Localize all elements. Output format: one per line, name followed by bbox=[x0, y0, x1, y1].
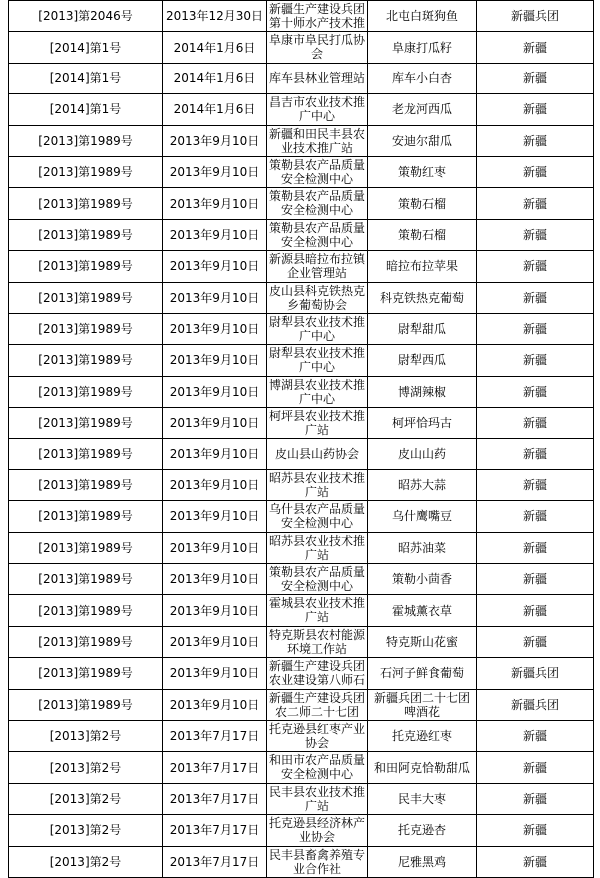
organization-cell: 新疆和田民丰县农业技术推广站 bbox=[267, 125, 368, 156]
region-cell: 新疆 bbox=[477, 32, 594, 63]
product-name-cell: 石河子鲜食葡萄 bbox=[368, 658, 477, 689]
organization-cell: 库车县林业管理站 bbox=[267, 63, 368, 93]
table-row bbox=[9, 1, 594, 32]
region-cell: 新疆 bbox=[477, 752, 594, 783]
region-cell: 新疆 bbox=[477, 251, 594, 282]
product-name-cell: 乌什鹰嘴豆 bbox=[368, 501, 477, 532]
table-row bbox=[9, 282, 594, 313]
date-cell: 2013年9月10日 bbox=[163, 689, 267, 720]
region-cell: 新疆 bbox=[477, 219, 594, 250]
region-cell: 新疆 bbox=[477, 94, 594, 125]
table-row bbox=[9, 469, 594, 500]
product-name-cell: 昭苏油菜 bbox=[368, 532, 477, 563]
document-number-cell: [2013]第2号 bbox=[9, 815, 163, 846]
date-cell: 2013年7月17日 bbox=[163, 752, 267, 783]
document-number-cell: [2013]第2号 bbox=[9, 752, 163, 783]
registration-table bbox=[8, 0, 594, 878]
table-row bbox=[9, 251, 594, 282]
region-cell: 新疆 bbox=[477, 564, 594, 595]
document-number-cell: [2013]第1989号 bbox=[9, 532, 163, 563]
organization-cell: 策勒县农产品质量安全检测中心 bbox=[267, 156, 368, 187]
date-cell: 2013年7月17日 bbox=[163, 815, 267, 846]
date-cell: 2013年7月17日 bbox=[163, 720, 267, 751]
table-row bbox=[9, 720, 594, 751]
table-row bbox=[9, 188, 594, 219]
organization-cell: 尉犁县农业技术推广中心 bbox=[267, 313, 368, 344]
table-row bbox=[9, 408, 594, 439]
table-row bbox=[9, 846, 594, 877]
table-row bbox=[9, 501, 594, 532]
organization-cell: 阜康市阜民打瓜协会 bbox=[267, 32, 368, 63]
product-name-cell: 特克斯山花蜜 bbox=[368, 626, 477, 657]
document-number-cell: [2013]第1989号 bbox=[9, 282, 163, 313]
organization-cell: 策勒县农产品质量安全检测中心 bbox=[267, 564, 368, 595]
table-row bbox=[9, 689, 594, 720]
date-cell: 2013年9月10日 bbox=[163, 345, 267, 376]
table-row bbox=[9, 439, 594, 469]
date-cell: 2013年9月10日 bbox=[163, 532, 267, 563]
document-number-cell: [2013]第2号 bbox=[9, 720, 163, 751]
product-name-cell: 尉犁西瓜 bbox=[368, 345, 477, 376]
date-cell: 2014年1月6日 bbox=[163, 32, 267, 63]
organization-cell: 昭苏县农业技术推广站 bbox=[267, 532, 368, 563]
organization-cell: 和田市农产品质量安全检测中心 bbox=[267, 752, 368, 783]
region-cell: 新疆 bbox=[477, 815, 594, 846]
document-number-cell: [2013]第1989号 bbox=[9, 376, 163, 407]
product-name-cell: 策勒石榴 bbox=[368, 219, 477, 250]
table-row bbox=[9, 125, 594, 156]
document-number-cell: [2013]第2号 bbox=[9, 846, 163, 877]
organization-cell: 皮山县山药协会 bbox=[267, 439, 368, 469]
region-cell: 新疆 bbox=[477, 783, 594, 814]
region-cell: 新疆 bbox=[477, 846, 594, 877]
organization-cell: 民丰县畜禽养殖专业合作社 bbox=[267, 846, 368, 877]
document-number-cell: [2013]第1989号 bbox=[9, 626, 163, 657]
date-cell: 2013年9月10日 bbox=[163, 188, 267, 219]
product-name-cell: 策勒小茴香 bbox=[368, 564, 477, 595]
region-cell: 新疆 bbox=[477, 188, 594, 219]
table-row bbox=[9, 815, 594, 846]
date-cell: 2013年9月10日 bbox=[163, 501, 267, 532]
table-row bbox=[9, 532, 594, 563]
region-cell: 新疆 bbox=[477, 595, 594, 626]
organization-cell: 特克斯县农村能源环境工作站 bbox=[267, 626, 368, 657]
table-row bbox=[9, 595, 594, 626]
region-cell: 新疆 bbox=[477, 626, 594, 657]
organization-cell: 博湖县农业技术推广中心 bbox=[267, 376, 368, 407]
organization-cell: 新疆生产建设兵团农二师二十七团 bbox=[267, 689, 368, 720]
date-cell: 2013年9月10日 bbox=[163, 595, 267, 626]
document-number-cell: [2013]第1989号 bbox=[9, 501, 163, 532]
region-cell: 新疆 bbox=[477, 313, 594, 344]
date-cell: 2013年9月10日 bbox=[163, 156, 267, 187]
document-number-cell: [2013]第1989号 bbox=[9, 689, 163, 720]
date-cell: 2013年9月10日 bbox=[163, 125, 267, 156]
organization-cell: 托克逊县经济林产业协会 bbox=[267, 815, 368, 846]
product-name-cell: 博湖辣椒 bbox=[368, 376, 477, 407]
document-number-cell: [2013]第1989号 bbox=[9, 156, 163, 187]
document-number-cell: [2013]第1989号 bbox=[9, 125, 163, 156]
product-name-cell: 柯坪恰玛古 bbox=[368, 408, 477, 439]
region-cell: 新疆 bbox=[477, 408, 594, 439]
document-number-cell: [2013]第1989号 bbox=[9, 345, 163, 376]
document-number-cell: [2013]第1989号 bbox=[9, 313, 163, 344]
document-number-cell: [2014]第1号 bbox=[9, 32, 163, 63]
table-row bbox=[9, 156, 594, 187]
date-cell: 2013年12月30日 bbox=[163, 1, 267, 32]
region-cell: 新疆 bbox=[477, 156, 594, 187]
table-row bbox=[9, 752, 594, 783]
table-row bbox=[9, 313, 594, 344]
product-name-cell: 北屯白斑狗鱼 bbox=[368, 1, 477, 32]
date-cell: 2013年9月10日 bbox=[163, 439, 267, 469]
document-number-cell: [2013]第2号 bbox=[9, 783, 163, 814]
organization-cell: 柯坪县农业技术推广站 bbox=[267, 408, 368, 439]
document-number-cell: [2013]第2046号 bbox=[9, 1, 163, 32]
product-name-cell: 库车小白杏 bbox=[368, 63, 477, 93]
document-number-cell: [2013]第1989号 bbox=[9, 188, 163, 219]
region-cell: 新疆 bbox=[477, 125, 594, 156]
date-cell: 2013年9月10日 bbox=[163, 564, 267, 595]
product-name-cell: 老龙河西瓜 bbox=[368, 94, 477, 125]
region-cell: 新疆 bbox=[477, 345, 594, 376]
organization-cell: 昌吉市农业技术推广中心 bbox=[267, 94, 368, 125]
product-name-cell: 策勒石榴 bbox=[368, 188, 477, 219]
table-row bbox=[9, 32, 594, 63]
organization-cell: 新疆生产建设兵团第十师水产技术推 bbox=[267, 1, 368, 32]
region-cell: 新疆 bbox=[477, 720, 594, 751]
date-cell: 2014年1月6日 bbox=[163, 94, 267, 125]
organization-cell: 乌什县农产品质量安全检测中心 bbox=[267, 501, 368, 532]
organization-cell: 策勒县农产品质量安全检测中心 bbox=[267, 188, 368, 219]
date-cell: 2013年9月10日 bbox=[163, 282, 267, 313]
product-name-cell: 新疆兵团二十七团啤酒花 bbox=[368, 689, 477, 720]
region-cell: 新疆兵团 bbox=[477, 689, 594, 720]
organization-cell: 昭苏县农业技术推广站 bbox=[267, 469, 368, 500]
document-number-cell: [2013]第1989号 bbox=[9, 219, 163, 250]
date-cell: 2013年7月17日 bbox=[163, 783, 267, 814]
date-cell: 2013年9月10日 bbox=[163, 219, 267, 250]
table-row bbox=[9, 345, 594, 376]
region-cell: 新疆 bbox=[477, 376, 594, 407]
document-number-cell: [2013]第1989号 bbox=[9, 439, 163, 469]
product-name-cell: 托克逊红枣 bbox=[368, 720, 477, 751]
region-cell: 新疆 bbox=[477, 532, 594, 563]
table-row bbox=[9, 94, 594, 125]
document-number-cell: [2013]第1989号 bbox=[9, 469, 163, 500]
date-cell: 2013年7月17日 bbox=[163, 846, 267, 877]
table-row bbox=[9, 783, 594, 814]
table-row bbox=[9, 564, 594, 595]
document-number-cell: [2013]第1989号 bbox=[9, 595, 163, 626]
table-row bbox=[9, 63, 594, 93]
region-cell: 新疆 bbox=[477, 469, 594, 500]
product-name-cell: 科克铁热克葡萄 bbox=[368, 282, 477, 313]
registration-table-wrapper bbox=[8, 0, 593, 878]
region-cell: 新疆 bbox=[477, 282, 594, 313]
organization-cell: 新疆生产建设兵团农业建设第八师石 bbox=[267, 658, 368, 689]
organization-cell: 皮山县科克铁热克乡葡萄协会 bbox=[267, 282, 368, 313]
product-name-cell: 民丰大枣 bbox=[368, 783, 477, 814]
organization-cell: 托克逊县红枣产业协会 bbox=[267, 720, 368, 751]
product-name-cell: 尉犁甜瓜 bbox=[368, 313, 477, 344]
product-name-cell: 昭苏大蒜 bbox=[368, 469, 477, 500]
region-cell: 新疆 bbox=[477, 63, 594, 93]
document-number-cell: [2014]第1号 bbox=[9, 63, 163, 93]
region-cell: 新疆 bbox=[477, 501, 594, 532]
date-cell: 2013年9月10日 bbox=[163, 313, 267, 344]
product-name-cell: 暗拉布拉苹果 bbox=[368, 251, 477, 282]
region-cell: 新疆兵团 bbox=[477, 1, 594, 32]
organization-cell: 尉犁县农业技术推广中心 bbox=[267, 345, 368, 376]
organization-cell: 民丰县农业技术推广站 bbox=[267, 783, 368, 814]
region-cell: 新疆 bbox=[477, 439, 594, 469]
document-number-cell: [2013]第1989号 bbox=[9, 564, 163, 595]
document-number-cell: [2013]第1989号 bbox=[9, 408, 163, 439]
region-cell: 新疆兵团 bbox=[477, 658, 594, 689]
table-row bbox=[9, 219, 594, 250]
product-name-cell: 托克逊杏 bbox=[368, 815, 477, 846]
organization-cell: 策勒县农产品质量安全检测中心 bbox=[267, 219, 368, 250]
date-cell: 2014年1月6日 bbox=[163, 63, 267, 93]
date-cell: 2013年9月10日 bbox=[163, 469, 267, 500]
date-cell: 2013年9月10日 bbox=[163, 251, 267, 282]
product-name-cell: 和田阿克恰勒甜瓜 bbox=[368, 752, 477, 783]
table-body bbox=[9, 1, 594, 878]
document-number-cell: [2013]第1989号 bbox=[9, 251, 163, 282]
organization-cell: 霍城县农业技术推广站 bbox=[267, 595, 368, 626]
table-row bbox=[9, 658, 594, 689]
date-cell: 2013年9月10日 bbox=[163, 408, 267, 439]
product-name-cell: 阜康打瓜籽 bbox=[368, 32, 477, 63]
date-cell: 2013年9月10日 bbox=[163, 376, 267, 407]
table-row bbox=[9, 626, 594, 657]
date-cell: 2013年9月10日 bbox=[163, 658, 267, 689]
document-number-cell: [2013]第1989号 bbox=[9, 658, 163, 689]
product-name-cell: 皮山山药 bbox=[368, 439, 477, 469]
product-name-cell: 尼雅黑鸡 bbox=[368, 846, 477, 877]
date-cell: 2013年9月10日 bbox=[163, 626, 267, 657]
product-name-cell: 策勒红枣 bbox=[368, 156, 477, 187]
organization-cell: 新源县暗拉布拉镇企业管理站 bbox=[267, 251, 368, 282]
document-number-cell: [2014]第1号 bbox=[9, 94, 163, 125]
product-name-cell: 安迪尔甜瓜 bbox=[368, 125, 477, 156]
product-name-cell: 霍城薰衣草 bbox=[368, 595, 477, 626]
table-row bbox=[9, 376, 594, 407]
